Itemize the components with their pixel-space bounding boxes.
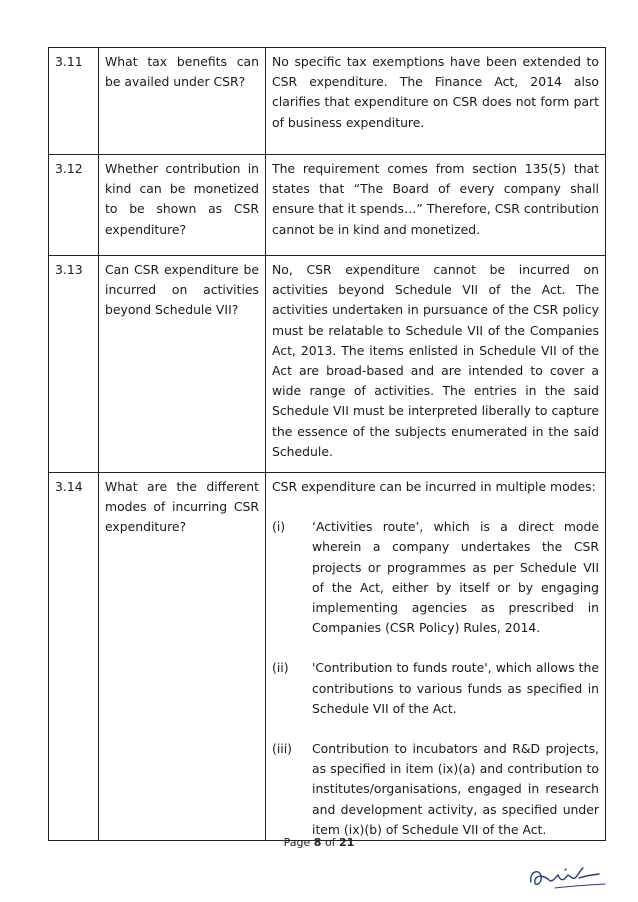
question-number: 3.12 xyxy=(49,155,99,256)
page-number-footer xyxy=(0,836,638,849)
question-text: What are the different modes of incurring CSR expenditure? xyxy=(99,473,266,841)
list-item xyxy=(272,658,599,719)
handwritten-signature xyxy=(525,858,610,894)
question-number: 3.11 xyxy=(49,48,99,155)
faq-table xyxy=(48,47,606,841)
table-row xyxy=(49,48,606,155)
question-number: 3.13 xyxy=(49,256,99,473)
list-item-label: (i) xyxy=(272,519,286,535)
list-item-text: Contribution to incubators and R&D projects, as specified in item (ix)(a) and contribution to institutes/organisations, engaged in research and development activity, as specified under item (ix)(b) of Schedule VII of the Act. xyxy=(312,741,599,837)
question-text: What tax benefits can be availed under CSR? xyxy=(99,48,266,155)
question-number: 3.14 xyxy=(49,473,99,841)
footer-total-pages: 21 xyxy=(339,836,355,849)
answer-text: The requirement comes from section 135(5) that states that “The Board of every company shall ensure that it spends…” Therefore, CSR contribution cannot be in kind and monetized. xyxy=(266,155,606,256)
list-item-label: (iii) xyxy=(272,741,292,757)
answer-text: No, CSR expenditure cannot be incurred on activities beyond Schedule VII of the Act. The activities undertaken in pursuance of the CSR policy must be relatable to Schedule VII of the Companies Act, 2013. The items enlisted in Schedule VII of the Act are broad-based and are intended to cover a wide range of activities. The entries in the said Schedule VII must be interpreted liberally to capture the essence of the subjects enumerated in the said Schedule. xyxy=(266,256,606,473)
footer-of-word: of xyxy=(324,836,336,849)
table-row xyxy=(49,473,606,841)
table-row xyxy=(49,256,606,473)
answer-cell xyxy=(266,473,606,841)
question-text: Can CSR expenditure be incurred on activities beyond Schedule VII? xyxy=(99,256,266,473)
answer-intro: CSR expenditure can be incurred in multiple modes: xyxy=(272,479,596,494)
answer-text: No specific tax exemptions have been extended to CSR expenditure. The Finance Act, 2014 also clarifies that expenditure on CSR does not form part of business expenditure. xyxy=(266,48,606,155)
footer-page-word: Page xyxy=(283,836,311,849)
list-item-text: ‘Activities route’, which is a direct mode wherein a company undertakes the CSR projects or programmes as per Schedule VII of the Act, either by itself or by engaging implementing agencies as prescribed in Companies (CSR Policy) Rules, 2014. xyxy=(312,519,599,636)
list-item xyxy=(272,739,599,840)
table-row xyxy=(49,155,606,256)
list-item xyxy=(272,517,599,638)
question-text: Whether contribution in kind can be monetized to be shown as CSR expenditure? xyxy=(99,155,266,256)
footer-current-page: 8 xyxy=(313,836,322,849)
list-item-label: (ii) xyxy=(272,660,289,676)
list-item-text: 'Contribution to funds route', which allows the contributions to various funds as specified in Schedule VII of the Act. xyxy=(312,660,599,716)
